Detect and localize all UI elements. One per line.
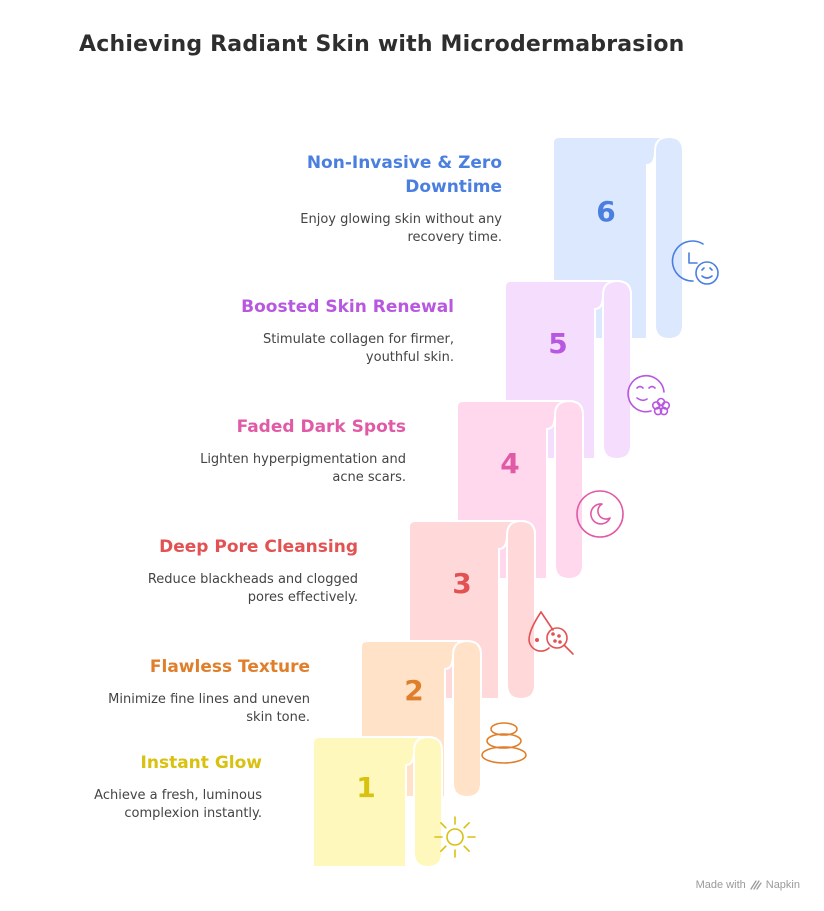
step-title: Flawless Texture xyxy=(149,657,310,677)
step-description: Stimulate collagen for firmer, youthful skin. xyxy=(262,332,454,365)
step-title: Boosted Skin Renewal xyxy=(241,297,454,317)
stacked-stones-icon xyxy=(482,723,526,763)
brand-label: Napkin xyxy=(765,879,800,891)
sun-icon xyxy=(435,817,475,857)
stair-curl xyxy=(555,401,583,579)
stair-step-1 xyxy=(313,737,442,867)
step-number: 4 xyxy=(500,447,520,480)
stair-curl xyxy=(655,137,683,339)
napkin-logo-icon xyxy=(750,880,762,890)
made-with-label: Made with xyxy=(695,879,746,891)
step-description: Enjoy glowing skin without any recovery time. xyxy=(300,212,502,245)
step-4-text xyxy=(186,415,406,487)
step-title: Faded Dark Spots xyxy=(236,417,406,437)
stair-curl xyxy=(453,641,481,797)
step-description: Minimize fine lines and uneven skin tone. xyxy=(108,692,310,725)
step-2-text xyxy=(90,655,310,727)
step-number: 1 xyxy=(356,771,376,804)
step-description: Lighten hyperpigmentation and acne scars. xyxy=(200,452,406,485)
stair-curl xyxy=(507,521,535,699)
step-number: 5 xyxy=(548,327,568,360)
face-flower-icon xyxy=(628,376,669,415)
step-6-text xyxy=(282,151,502,247)
footer xyxy=(696,879,800,891)
step-number: 6 xyxy=(596,195,616,228)
page-title: Achieving Radiant Skin with Microdermabrasion xyxy=(79,32,685,57)
stair-curl xyxy=(414,737,442,867)
step-description: Achieve a fresh, luminous complexion instantly. xyxy=(94,788,262,821)
step-number: 3 xyxy=(452,567,472,600)
step-3-text xyxy=(138,535,358,607)
step-title: Deep Pore Cleansing xyxy=(159,537,358,557)
step-1-text xyxy=(42,751,262,823)
step-5-text xyxy=(234,295,454,367)
stair-curl xyxy=(603,281,631,459)
step-description: Reduce blackheads and clogged pores effectively. xyxy=(147,572,358,605)
step-title: Instant Glow xyxy=(140,753,262,773)
step-title: Non-Invasive & Zero Downtime xyxy=(306,153,502,197)
step-number: 2 xyxy=(404,674,424,707)
